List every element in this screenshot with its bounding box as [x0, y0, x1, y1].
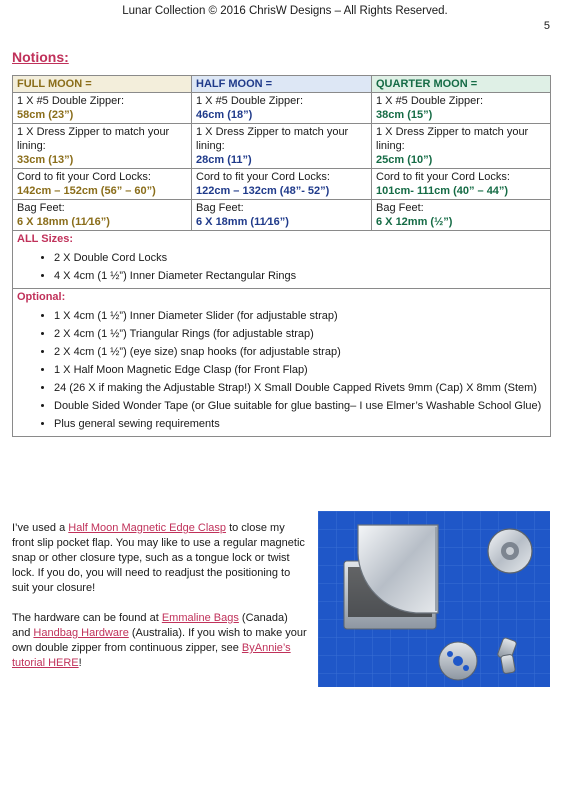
value-quarter: 101cm- 111cm (40” – 44”) [376, 185, 509, 197]
half-moon-clasp-link[interactable]: Half Moon Magnetic Edge Clasp [68, 522, 227, 534]
optional-list [17, 309, 546, 431]
row-label: 1 X #5 Double Zipper: [376, 95, 484, 107]
list-item: • 1 X 4cm (1 ½”) Inner Diameter Slider (for adjustable strap) [54, 309, 546, 323]
value-full: 58cm (23”) [17, 109, 74, 121]
handbag-hardware-link[interactable]: Handbag Hardware [33, 627, 129, 639]
header-quarter-moon: QUARTER MOON = [372, 76, 551, 93]
cell-quarter [372, 169, 551, 200]
paragraph-hardware [12, 611, 308, 671]
value-quarter: 25cm (10”) [376, 154, 433, 166]
page-header: Lunar Collection © 2016 ChrisW Designs – All Rights Reserved. [122, 5, 448, 17]
list-item: • 2 X 4cm (1 ½”) Triangular Rings (for adjustable strap) [54, 327, 546, 341]
list-item: • Plus general sewing requirements [54, 417, 546, 431]
row-label: Bag Feet: [196, 202, 244, 214]
row-label: Bag Feet: [17, 202, 65, 214]
emmaline-bags-link[interactable]: Emmaline Bags [161, 612, 239, 624]
cell-full [13, 200, 192, 231]
table-row [13, 93, 551, 124]
value-full: 6 X 18mm (11⁄16”) [17, 216, 110, 228]
notions-table [12, 75, 551, 437]
table-row [13, 200, 551, 231]
table-row [13, 124, 551, 169]
row-label: 1 X Dress Zipper to match your lining: [376, 126, 529, 152]
list-item: • 2 X Double Cord Locks [54, 251, 546, 265]
all-sizes-list [17, 251, 546, 283]
cell-quarter [372, 124, 551, 169]
washer-disc [439, 642, 477, 680]
row-label: Cord to fit your Cord Locks: [376, 171, 510, 183]
value-half: 122cm – 132cm (48”- 52”) [196, 185, 330, 197]
clasp-photo-illustration [318, 511, 550, 687]
paragraph-text: The hardware can be found at [12, 612, 162, 624]
all-sizes-row [13, 231, 551, 289]
cell-half [192, 124, 372, 169]
cell-half [192, 93, 372, 124]
value-quarter: 6 X 12mm (½”) [376, 216, 453, 228]
table-row [13, 169, 551, 200]
row-label: 1 X #5 Double Zipper: [196, 95, 304, 107]
list-item: • 4 X 4cm (1 ½”) Inner Diameter Rectangular Rings [54, 269, 546, 283]
paragraph-text: (Canada) and [12, 612, 288, 639]
all-sizes-cell [13, 231, 551, 289]
row-label: 1 X Dress Zipper to match your lining: [196, 126, 349, 152]
table-header-row [13, 76, 551, 93]
row-label: Cord to fit your Cord Locks: [17, 171, 151, 183]
paragraph-clasp [12, 521, 308, 596]
byannie-tutorial-link[interactable]: ByAnnie’s tutorial HERE [12, 642, 291, 669]
row-label: Cord to fit your Cord Locks: [196, 171, 330, 183]
header-full-moon: FULL MOON = [13, 76, 192, 93]
paragraph-text: to close my front slip pocket flap. You may like to use a regular magnetic snap or other closure type, such as a tongue lock or twist lock. If you do, you will need to readjust the positioning to suit your closure! [12, 522, 305, 594]
optional-row [13, 289, 551, 437]
all-sizes-title: ALL Sizes: [17, 233, 74, 245]
cell-full [13, 169, 192, 200]
list-item: • 24 (26 X if making the Adjustable Strap!) X Small Double Capped Rivets 9mm (Cap) X 8mm (Stem) [54, 381, 546, 395]
cell-full [13, 93, 192, 124]
value-full: 142cm – 152cm (56” – 60”) [17, 185, 156, 197]
list-item: • 2 X 4cm (1 ½”) (eye size) snap hooks (for adjustable strap) [54, 345, 546, 359]
value-full: 33cm (13”) [17, 154, 74, 166]
optional-cell [13, 289, 551, 437]
paragraph-text: ! [78, 657, 82, 669]
cell-half [192, 169, 372, 200]
clasp-photo [318, 511, 550, 687]
list-item: • Double Sided Wonder Tape (or Glue suitable for glue basting– I use Elmer’s Washable School Glue) [54, 399, 546, 413]
value-quarter: 38cm (15”) [376, 109, 433, 121]
row-label: 1 X Dress Zipper to match your lining: [17, 126, 170, 152]
cell-quarter [372, 93, 551, 124]
paragraph-text: I’ve used a [12, 522, 69, 534]
row-label: Bag Feet: [376, 202, 424, 214]
header-half-moon: HALF MOON = [192, 76, 372, 93]
value-half: 46cm (18”) [196, 109, 253, 121]
paragraph-text: (Australia). If you wish to make your own double zipper from continuous zipper, see [12, 627, 307, 654]
cell-full [13, 124, 192, 169]
cell-half [192, 200, 372, 231]
row-label: 1 X #5 Double Zipper: [17, 95, 125, 107]
optional-title: Optional: [17, 291, 66, 303]
page-number: 5 [543, 20, 550, 32]
value-half: 28cm (11”) [196, 154, 252, 166]
value-half: 6 X 18mm (11⁄16”) [196, 216, 289, 228]
section-title: Notions: [12, 49, 69, 65]
list-item: • 1 X Half Moon Magnetic Edge Clasp (for Front Flap) [54, 363, 546, 377]
magnetic-snap [488, 529, 532, 573]
cell-quarter [372, 200, 551, 231]
